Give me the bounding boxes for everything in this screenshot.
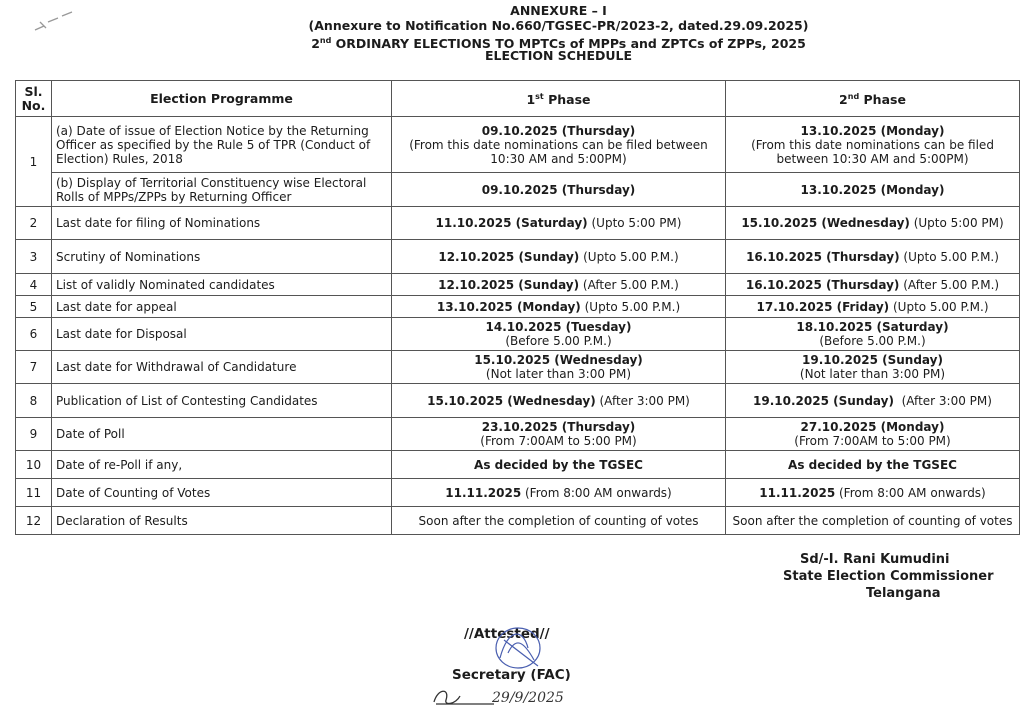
- annexure-title: ANNEXURE – I: [510, 3, 607, 18]
- phase-date: 15.10.2025 (Wednesday): [427, 393, 596, 408]
- cell-election-programme: Last date for Disposal: [52, 318, 392, 351]
- cell-phase-1: [392, 117, 726, 173]
- cell-phase-1: [392, 173, 726, 207]
- cell-election-programme: Date of Counting of Votes: [52, 479, 392, 507]
- table-row: [16, 173, 1020, 207]
- cell-phase-2: [726, 451, 1020, 479]
- schedule-title: ELECTION SCHEDULE: [484, 48, 633, 63]
- phase-note: (Upto 5.00 P.M.): [580, 299, 681, 314]
- cell-election-programme: Declaration of Results: [52, 507, 392, 535]
- phase-note: (From 8:00 AM onwards): [521, 485, 672, 500]
- phase-note: (Before 5.00 P.M.): [819, 334, 926, 348]
- table-row: [16, 451, 1020, 479]
- cell-phase-2: [726, 351, 1020, 384]
- phase-note: (From this date nominations can be filed between 10:30 AM and 5:00PM): [409, 137, 712, 166]
- election-schedule-table: [15, 80, 1020, 535]
- phase-note: (Upto 5:00 PM): [909, 216, 1004, 230]
- table-row: [16, 207, 1020, 240]
- phase-note: (From this date nominations can be filed between 10:30 AM and 5:00PM): [751, 137, 998, 166]
- cell-sl-no: 12: [16, 507, 52, 535]
- election-title: 2nd ORDINARY ELECTIONS TO MPTCs of MPPs and ZPTCs of ZPPs, 2025: [311, 36, 806, 52]
- handwritten-initials: [430, 684, 500, 710]
- phase-date: 27.10.2025 (Monday): [800, 420, 945, 434]
- cell-phase-2: [726, 384, 1020, 418]
- phase-note: (After 3:00 PM): [595, 393, 690, 408]
- header-election-programme: Election Programme: [52, 81, 392, 117]
- phase-date: 16.10.2025 (Thursday): [746, 249, 900, 264]
- notification-reference: (Annexure to Notification No.660/TGSEC-PR/2023-2, dated.29.09.2025): [308, 18, 809, 33]
- signature-designation: State Election Commissioner: [783, 569, 994, 584]
- cell-election-programme: Scrutiny of Nominations: [52, 240, 392, 274]
- phase-note: (Upto 5.00 P.M.): [579, 249, 679, 264]
- cell-sl-no: 10: [16, 451, 52, 479]
- signature-name: Sd/-I. Rani Kumudini: [800, 552, 950, 567]
- phase-date: 13.10.2025 (Monday): [800, 123, 945, 138]
- table-row: [16, 318, 1020, 351]
- table-row: [16, 507, 1020, 535]
- cell-phase-2: [726, 479, 1020, 507]
- cell-sl-no: 9: [16, 418, 52, 451]
- phase-note: (Upto 5.00 P.M.): [889, 299, 989, 314]
- phase-note: Soon after the completion of counting of votes: [732, 513, 1013, 528]
- cell-phase-1: [392, 351, 726, 384]
- phase-date: As decided by the TGSEC: [474, 457, 643, 472]
- table-row: [16, 296, 1020, 318]
- phase-note: (From 8:00 AM onwards): [835, 485, 986, 500]
- phase-date: 16.10.2025 (Thursday): [745, 277, 900, 292]
- phase-note: (After 5.00 P.M.): [579, 277, 679, 292]
- cell-phase-1: [392, 318, 726, 351]
- phase-date: 11.10.2025 (Saturday): [435, 216, 588, 230]
- table-row: [16, 274, 1020, 296]
- cell-phase-2: [726, 318, 1020, 351]
- cell-phase-1: [392, 296, 726, 318]
- cell-election-programme: (b) Display of Territorial Constituency wise Electoral Rolls of MPPs/ZPPs by Returning Officer: [52, 173, 392, 207]
- header-phase-1: 1st Phase: [392, 81, 726, 117]
- phase-date: 17.10.2025 (Friday): [756, 299, 890, 314]
- cell-sl-no: 8: [16, 384, 52, 418]
- header-phase-2: 2nd Phase: [726, 81, 1020, 117]
- phase-date: 11.11.2025: [445, 485, 522, 500]
- cell-phase-1: [392, 418, 726, 451]
- phase-date: 12.10.2025 (Sunday): [438, 277, 580, 292]
- phase-date: 23.10.2025 (Thursday): [481, 420, 636, 434]
- cell-election-programme: Publication of List of Contesting Candidates: [52, 384, 392, 418]
- table-row: [16, 418, 1020, 451]
- phase-date: 19.10.2025 (Sunday): [802, 353, 943, 367]
- header-sl-no: Sl. No.: [16, 81, 52, 117]
- cell-phase-1: [392, 451, 726, 479]
- cell-election-programme: Last date for appeal: [52, 296, 392, 318]
- phase-date: 13.10.2025 (Monday): [436, 299, 581, 314]
- phase-note: (Not later than 3:00 PM): [485, 367, 632, 381]
- cell-sl-no: 4: [16, 274, 52, 296]
- cell-phase-1: [392, 507, 726, 535]
- table-row: [16, 117, 1020, 173]
- phase-date: 15.10.2025 (Wednesday): [741, 216, 910, 230]
- table-row: [16, 240, 1020, 274]
- cell-sl-no: 11: [16, 479, 52, 507]
- cell-sl-no: 6: [16, 318, 52, 351]
- phase-note: (Upto 5:00 PM): [587, 216, 682, 230]
- cell-phase-1: [392, 384, 726, 418]
- table-row: [16, 351, 1020, 384]
- cell-phase-2: [726, 418, 1020, 451]
- cell-phase-1: [392, 207, 726, 240]
- cell-sl-no: 1: [16, 117, 52, 207]
- phase-note: (Not later than 3:00 PM): [799, 367, 946, 381]
- table-row: [16, 479, 1020, 507]
- phase-note: Soon after the completion of counting of votes: [418, 513, 699, 528]
- cell-election-programme: Last date for filing of Nominations: [52, 207, 392, 240]
- phase-date: 19.10.2025 (Sunday): [753, 393, 894, 408]
- handwritten-date: 29/9/2025: [492, 690, 564, 706]
- cell-phase-1: [392, 479, 726, 507]
- phase-note: (Upto 5.00 P.M.): [899, 249, 999, 264]
- phase-note: (After 5.00 P.M.): [899, 277, 1000, 292]
- phase-date: 15.10.2025 (Wednesday): [474, 353, 643, 367]
- table-row: [16, 384, 1020, 418]
- cell-phase-2: [726, 274, 1020, 296]
- phase-date: As decided by the TGSEC: [788, 457, 957, 472]
- cell-phase-2: [726, 507, 1020, 535]
- phase-date: 11.11.2025: [759, 485, 836, 500]
- secretary-label: Secretary (FAC): [452, 667, 571, 683]
- phase-date: 13.10.2025 (Monday): [800, 182, 945, 197]
- phase-date: 12.10.2025 (Sunday): [438, 249, 580, 264]
- signature-scribble: [478, 618, 558, 678]
- cell-election-programme: Date of Poll: [52, 418, 392, 451]
- phase-date: 09.10.2025 (Thursday): [481, 182, 636, 197]
- cell-phase-1: [392, 240, 726, 274]
- cell-sl-no: 5: [16, 296, 52, 318]
- cell-phase-2: [726, 117, 1020, 173]
- phase-note: (After 3:00 PM): [893, 393, 992, 408]
- cell-sl-no: 7: [16, 351, 52, 384]
- cell-phase-2: [726, 240, 1020, 274]
- cell-election-programme: List of validly Nominated candidates: [52, 274, 392, 296]
- cell-phase-2: [726, 207, 1020, 240]
- phase-note: (Before 5.00 P.M.): [505, 334, 612, 348]
- cell-sl-no: 2: [16, 207, 52, 240]
- signature-state: Telangana: [866, 586, 941, 601]
- phase-date: 18.10.2025 (Saturday): [796, 320, 949, 334]
- cell-election-programme: (a) Date of issue of Election Notice by the Returning Officer as specified by the Rule 5 of TPR (Conduct of Election) Rules, 2018: [52, 117, 392, 173]
- cell-phase-2: [726, 296, 1020, 318]
- cell-phase-2: [726, 173, 1020, 207]
- cell-sl-no: 3: [16, 240, 52, 274]
- phase-date: 14.10.2025 (Tuesday): [485, 320, 632, 334]
- cell-phase-1: [392, 274, 726, 296]
- phase-note: (From 7:00AM to 5:00 PM): [794, 434, 951, 448]
- cell-election-programme: Last date for Withdrawal of Candidature: [52, 351, 392, 384]
- phase-note: (From 7:00AM to 5:00 PM): [480, 434, 637, 448]
- attested-label: //Attested//: [464, 626, 550, 642]
- cell-election-programme: Date of re-Poll if any,: [52, 451, 392, 479]
- phase-date: 09.10.2025 (Thursday): [481, 123, 636, 138]
